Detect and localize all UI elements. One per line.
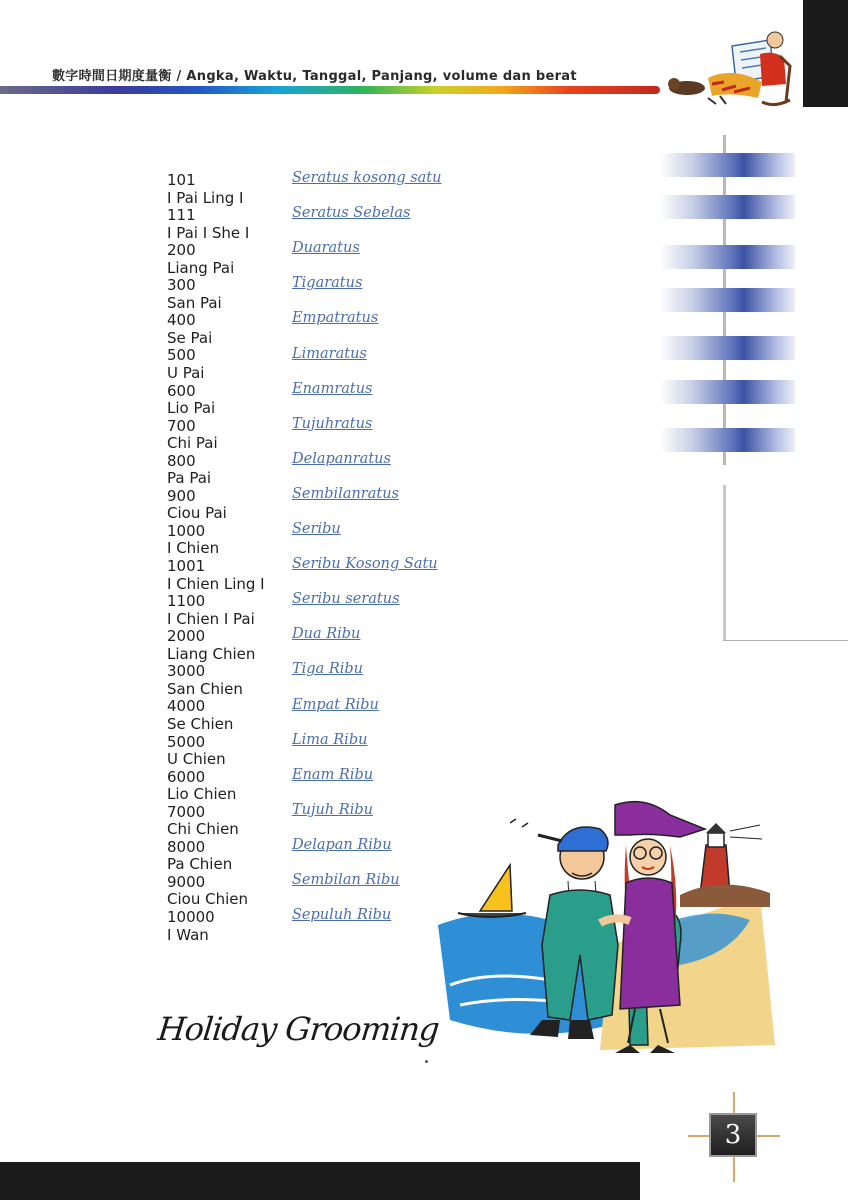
decor-vertical-line <box>723 485 726 640</box>
entry-number: 6000 <box>167 767 206 786</box>
entry-number: 5000 <box>167 732 206 751</box>
entry-pronunciation: I Chien Ling I <box>167 574 265 593</box>
entry-number: 101 <box>167 171 196 189</box>
decor-stripe <box>660 380 795 404</box>
entry-pronunciation: I Pai I She I <box>167 223 250 242</box>
entry-indonesian-link[interactable]: Empat Ribu <box>292 696 379 713</box>
entry-number: 4000 <box>167 697 206 716</box>
entry-number: 400 <box>167 311 196 330</box>
entry-indonesian-link[interactable]: Seribu <box>292 521 341 537</box>
entry-number: 1001 <box>167 557 206 576</box>
decor-stripe <box>660 336 795 360</box>
entry-indonesian-link[interactable]: Seratus kosong satu <box>292 170 442 186</box>
entry-indonesian-link[interactable]: Enam Ribu <box>292 766 374 783</box>
entry-indonesian-link[interactable]: Tigaratus <box>292 275 363 292</box>
page-header-title: 數字時間日期度量衡 / Angka, Waktu, Tanggal, Panjang, volume dan berat <box>52 69 577 84</box>
page-number: 3 <box>709 1113 757 1157</box>
entry-number: 1000 <box>167 521 206 540</box>
entry-number: 300 <box>167 276 196 295</box>
entry-number: 500 <box>167 346 196 365</box>
entry-pronunciation: Se Chien <box>167 714 234 733</box>
entry-indonesian-link[interactable]: Lima Ribu <box>292 731 368 748</box>
entry-pronunciation: Ciou Pai <box>167 504 227 523</box>
entry-number: 200 <box>167 241 196 260</box>
entry-indonesian-link[interactable]: Dua Ribu <box>292 626 361 643</box>
entry-indonesian-link[interactable]: Sepuluh Ribu <box>292 907 392 924</box>
entry-indonesian-link[interactable]: Delapanratus <box>292 450 391 467</box>
entry-number: 2000 <box>167 627 206 646</box>
entry-number: 700 <box>167 416 196 435</box>
entry-number: 1100 <box>167 592 206 611</box>
entry-pronunciation: I Pai Ling I <box>167 188 244 207</box>
entry-indonesian-link[interactable]: Tujuh Ribu <box>292 801 373 818</box>
decor-stripe <box>660 153 795 177</box>
entry-indonesian-link[interactable]: Tiga Ribu <box>292 661 364 678</box>
entry-number: 900 <box>167 486 196 505</box>
decor-stripe <box>660 428 795 452</box>
page-number-badge <box>688 1092 780 1182</box>
entry-number: 7000 <box>167 802 206 821</box>
entry-indonesian-link[interactable]: Limaratus <box>292 345 367 362</box>
entry-pronunciation: I Wan <box>167 925 209 944</box>
footer-dark-bar <box>0 1162 640 1200</box>
beach-couple-illustration <box>430 795 780 1065</box>
entry-pronunciation: Chi Chien <box>167 820 239 839</box>
entry-number: 8000 <box>167 837 206 856</box>
entry-pronunciation: Ciou Chien <box>167 890 248 909</box>
man-reading-newspaper-icon <box>662 26 792 108</box>
decor-stripe <box>660 288 795 312</box>
header-rainbow-rule <box>0 86 660 94</box>
entry-pronunciation: Liang Chien <box>167 644 256 663</box>
entry-indonesian-link[interactable]: Delapan Ribu <box>292 836 392 853</box>
entry-pronunciation: San Pai <box>167 293 222 312</box>
entry-number: 600 <box>167 381 196 400</box>
entry-number: 111 <box>167 206 196 225</box>
entry-indonesian-link[interactable]: Seribu seratus <box>292 591 400 608</box>
entry-number: 800 <box>167 451 196 470</box>
entry-indonesian-link[interactable]: Seratus Sebelas <box>292 205 411 222</box>
entry-number: 9000 <box>167 872 206 891</box>
entry-pronunciation: Lio Pai <box>167 399 216 418</box>
number-pronunciation-list <box>167 172 297 944</box>
entry-pronunciation: Lio Chien <box>167 785 237 804</box>
decor-horizontal-line <box>723 640 848 641</box>
entry-pronunciation: Chi Pai <box>167 434 218 453</box>
entry-indonesian-link[interactable]: Tujuhratus <box>292 415 373 432</box>
entry-number: 3000 <box>167 662 206 681</box>
top-dark-bar <box>803 0 848 107</box>
entry-pronunciation: Pa Pai <box>167 469 212 488</box>
entry-pronunciation: Se Pai <box>167 328 213 347</box>
decor-stripe <box>660 245 795 269</box>
entry-pronunciation: Pa Chien <box>167 855 233 874</box>
entry-indonesian-link[interactable]: Enamratus <box>292 380 373 397</box>
decor-dot <box>425 1060 428 1063</box>
illustration-caption: Holiday Grooming <box>156 1010 441 1048</box>
entry-pronunciation: U Pai <box>167 364 205 383</box>
entry-pronunciation: U Chien <box>167 750 226 769</box>
entry-indonesian-link[interactable]: Sembilanratus <box>292 485 399 502</box>
decor-stripe <box>660 195 795 219</box>
entry-number: 10000 <box>167 907 215 926</box>
entry-indonesian-link[interactable]: Sembilan Ribu <box>292 872 400 888</box>
entry-pronunciation: I Chien <box>167 539 220 558</box>
entry-pronunciation: Liang Pai <box>167 258 235 277</box>
entry-pronunciation: San Chien <box>167 679 243 698</box>
entry-pronunciation: I Chien I Pai <box>167 609 255 628</box>
entry-indonesian-link[interactable]: Seribu Kosong Satu <box>292 556 438 573</box>
entry-indonesian-link[interactable]: Duaratus <box>292 240 360 257</box>
entry-indonesian-link[interactable]: Empatratus <box>292 310 379 327</box>
